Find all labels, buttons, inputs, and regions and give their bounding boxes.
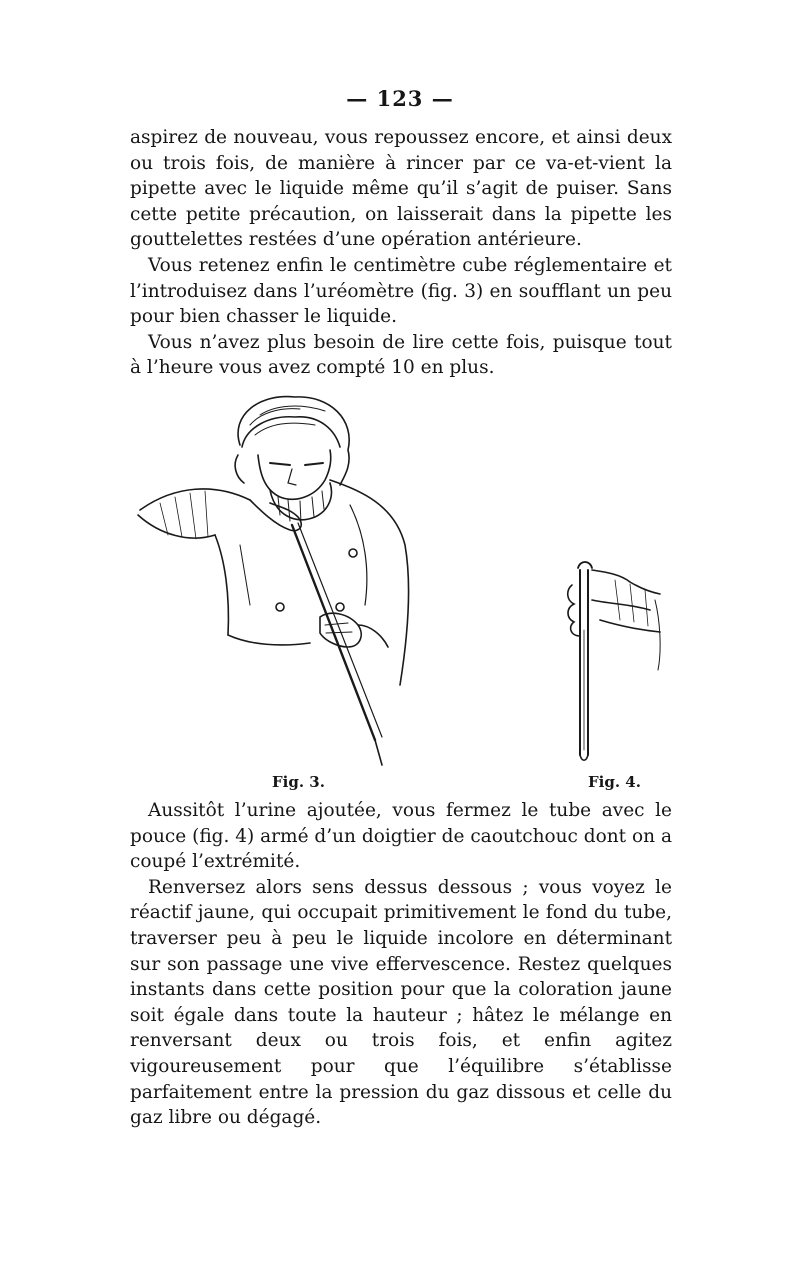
page-number: — 123 — xyxy=(346,86,454,111)
fig3-illustration xyxy=(120,385,440,770)
paragraph: Renversez alors sens dessus dessous ; vous voyez le réactif jaune, qui occupait primitivement le fond du tube, traverser peu à peu le liquide incolore en déterminant sur son passage une vive effervescence. Restez quelques instants dans cette position pour que la coloration jaune soit égale dans toute la hauteur ; hâtez le mélange en renversant deux ou trois fois, et enfin agitez vigoureusement pour que l’équilibre s’établisse parfaitement entre la pression du gaz dissous et celle du gaz libre ou dégagé. xyxy=(130,876,672,1129)
paragraph: aspirez de nouveau, vous repoussez encore, et ainsi deux ou trois fois, de manière à rincer par ce va-et-vient la pipette avec le liquide même qu’il s’agit de puiser. Sans cette petite précaution, on laisserait dans la pipette les gouttelettes restées d’une opération antérieure. xyxy=(130,127,672,251)
lower-text-block xyxy=(130,798,672,1131)
paragraph: Aussitôt l’urine ajoutée, vous fermez le tube avec le pouce (fig. 4) armé d’un doigtier de caoutchouc dont on a coupé l’extrémité. xyxy=(130,800,672,873)
fig4-caption: Fig. 4. xyxy=(588,773,641,791)
paragraph: Vous n’avez plus besoin de lire cette fois, puisque tout à l’heure vous avez compté 10 en plus. xyxy=(130,331,672,379)
upper-text-block xyxy=(130,125,672,381)
fig4-illustration xyxy=(560,560,670,770)
figure-area xyxy=(110,385,690,790)
fig3-caption: Fig. 3. xyxy=(272,773,325,791)
paragraph: Vous retenez enfin le centimètre cube réglementaire et l’introduisez dans l’uréomètre (fig. 3) en soufflant un peu pour bien chasser le liquide. xyxy=(130,254,672,328)
